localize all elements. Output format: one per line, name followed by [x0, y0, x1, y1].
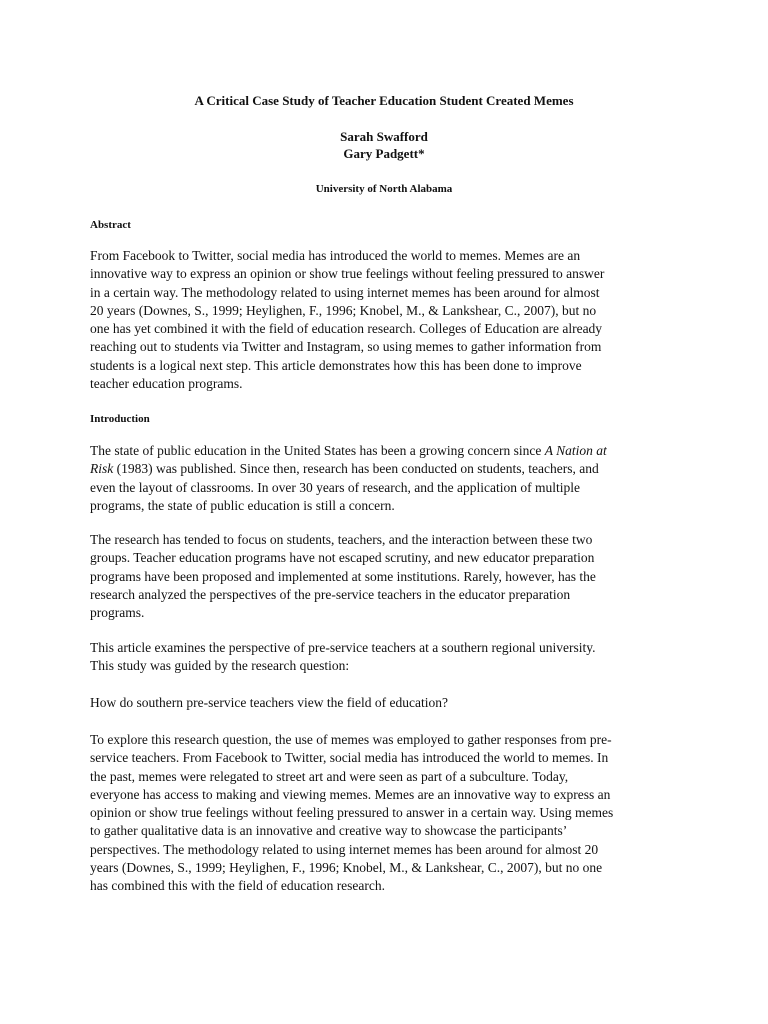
author-name: Sarah Swafford: [340, 129, 428, 144]
intro-paragraph-1: [90, 442, 690, 515]
introduction-heading: Introduction: [90, 413, 150, 425]
text-line: groups. Teacher education programs have not escaped scrutiny, and new educator preparation: [90, 550, 595, 566]
text-line: The research has tended to focus on students, teachers, and the interaction between these two: [90, 532, 593, 547]
text-line: service teachers. From Facebook to Twitter, social media has introduced the world to memes. In: [90, 750, 609, 766]
intro-paragraph-3: [90, 639, 690, 676]
author-name: Gary Padgett*: [343, 146, 425, 161]
author-list: [0, 128, 768, 162]
text-line: 20 years (Downes, S., 1999; Heylighen, F., 1996; Knobel, M., & Lankshear, C., 2007), but no: [90, 302, 597, 318]
text-line: This article examines the perspective of pre-service teachers at a southern regional university.: [90, 640, 596, 655]
text-line: to gather qualitative data is an innovative and creative way to showcase the participants’: [90, 823, 568, 839]
text-line: innovative way to express an opinion or show true feelings without feeling pressured to answer: [90, 266, 605, 282]
text-line: Risk (1983) was published. Since then, research has been conducted on students, teachers, and: [90, 461, 599, 477]
text-line: programs, the state of public education is still a concern.: [90, 497, 395, 513]
text-line: reaching out to students via Twitter and Instagram, so using memes to gather information from: [90, 339, 602, 355]
text-line: The state of public education in the United States has been a growing concern since A Nation at: [90, 443, 607, 458]
text-line: programs.: [90, 605, 145, 621]
text-line: programs have been proposed and implemented at some institutions. Rarely, however, has the: [90, 568, 596, 584]
text-line: opinion or show true feelings without feeling pressured to answer in a certain way. Using memes: [90, 805, 614, 821]
text-line: This study was guided by the research question:: [90, 658, 350, 674]
text-line: students is a logical next step. This article demonstrates how this has been done to improve: [90, 357, 582, 373]
text-line: the past, memes were relegated to street art and were seen as part of a subculture. Today,: [90, 768, 569, 784]
abstract-paragraph: [90, 247, 690, 393]
text-line: How do southern pre-service teachers view the field of education?: [90, 695, 448, 710]
text-line: perspectives. The methodology related to using internet memes has been around for almost 20: [90, 841, 599, 857]
text-line: research analyzed the perspectives of the pre-service teachers in the educator preparation: [90, 586, 571, 602]
text-line: in a certain way. The methodology related to using internet memes has been around for almost: [90, 284, 600, 300]
cited-title: A Nation at: [544, 443, 607, 458]
text-line: everyone has access to making and viewing memes. Memes are an innovative way to express an: [90, 786, 611, 802]
abstract-heading: Abstract: [90, 219, 131, 231]
text-line: To explore this research question, the use of memes was employed to gather responses from pre-: [90, 732, 612, 747]
intro-paragraph-2: [90, 531, 690, 622]
research-question: [90, 694, 690, 712]
text-line: years (Downes, S., 1999; Heylighen, F., 1996; Knobel, M., & Lankshear, C., 2007), but no one: [90, 860, 603, 876]
text-line: From Facebook to Twitter, social media has introduced the world to memes. Memes are an: [90, 248, 581, 263]
paper-title: A Critical Case Study of Teacher Education Student Created Memes: [194, 93, 574, 108]
text-line: one has yet combined it with the field of education research. Colleges of Education are already: [90, 321, 603, 337]
text-line: has combined this with the field of education research.: [90, 878, 386, 894]
text-line: even the layout of classrooms. In over 30 years of research, and the application of multiple: [90, 479, 580, 495]
affiliation: University of North Alabama: [315, 183, 453, 195]
cited-title: Risk: [90, 461, 114, 477]
intro-paragraph-4: [90, 731, 690, 896]
text-line: teacher education programs.: [90, 376, 243, 392]
